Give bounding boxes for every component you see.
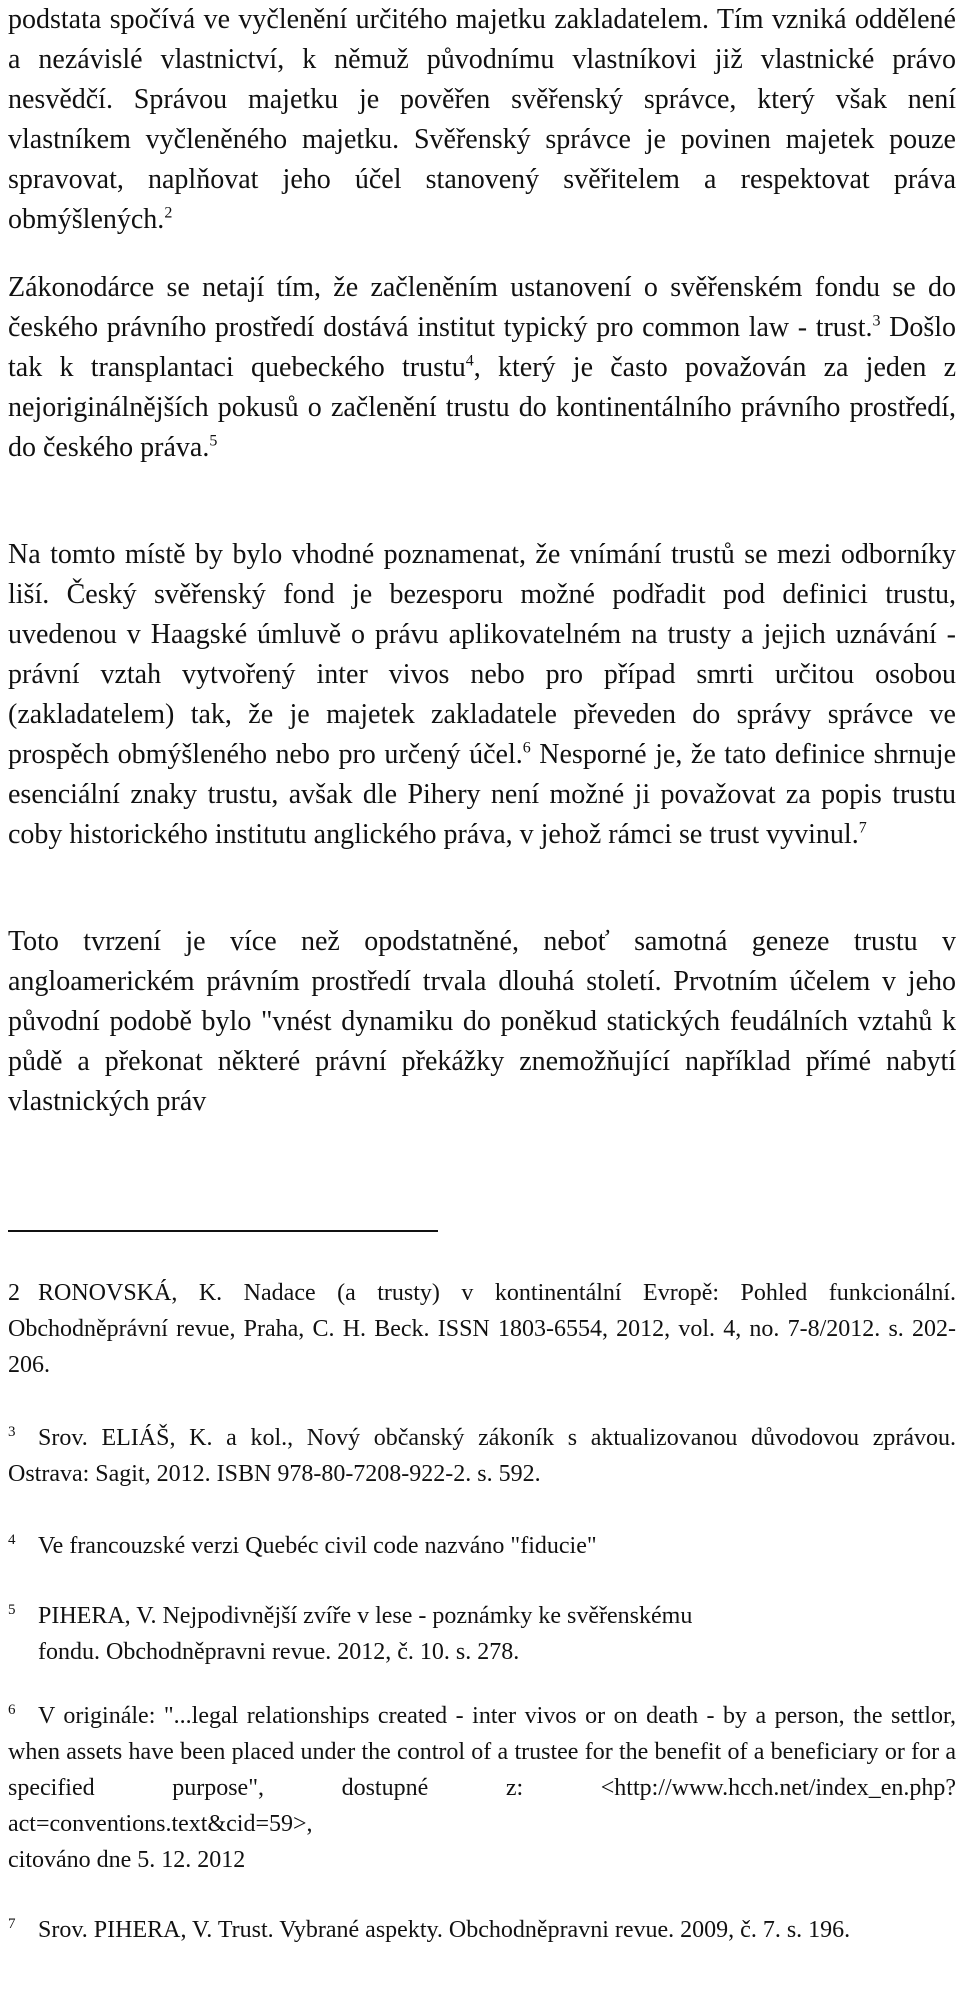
paragraph-2 — [8, 268, 956, 468]
paragraph-2-text-b: Došlo tak k transplantaci quebeckého trustu — [8, 312, 956, 383]
footnote-ref-6[interactable]: 6 — [522, 739, 531, 757]
footnote-separator — [8, 1230, 438, 1232]
footnote-text-continued: fondu. Obchodněpravni revue. 2012, č. 10. s. 278. — [38, 1639, 520, 1665]
footnote-5: $^5$ PIHERA, V. Nejpodivnější zvíře v lese - poznámky ke svěřenskému fondu. Obchodněpravni revue. 2012, č. 10. s. 278. — [8, 1598, 956, 1670]
footnote-text-continued: citováno dne 5. 12. 2012 — [8, 1847, 246, 1873]
paragraph-1-text: podstata spočívá ve vyčlenění určitého majetku zakladatelem. Tím vzniká oddělené a nezávislé vlastnictví, k němuž původnímu vlastníkovi již vlastnické právo nesvědčí. Správou majetku je pověřen svěřenský správce, který však není vlastníkem vyčleněného majetku. Svěřenský správce je povinen majetek pouze spravovat, naplňovat jeho účel stanovený svěřitelem a respektovat práva obmýšlených. — [8, 4, 956, 235]
footnote-ref-2[interactable]: 2 — [164, 204, 173, 222]
footnote-text: Srov. ELIÁŠ, K. a kol., Nový občanský zákoník s aktualizovanou důvodovou zprávou. Ostrava: Sagit, 2012. ISBN 978-80-7208-922-2. s. 592. — [8, 1425, 956, 1487]
paragraph-3-text-b: Nesporné je, že tato definice shrnuje esenciální znaky trustu, avšak dle Pihery není možné ji považovat za popis trustu coby historického institutu anglického práva, v jehož rámci se trust vyvinul. — [8, 739, 956, 850]
paragraph-2-text-c: , který je často považován za jeden z nejoriginálnějších pokusů o začlenění trustu do kontinentálního právního prostředí, do českého práva. — [8, 352, 956, 463]
footnote-2 — [8, 1275, 956, 1383]
footnote-text: Srov. PIHERA, V. Trust. Vybrané aspekty. Obchodněpravni revue. 2009, č. 7. s. 196. — [38, 1917, 851, 1943]
footnote-text: V originále: "...legal relationships created - inter vivos or on death - by a person, the settlor, when assets have been placed under the control of a trustee for the benefit of a beneficiary or for a specified purpose", dostupné z: <http://www.hcch.net/index_en.php?act=conventions.text&cid=59>, — [8, 1703, 956, 1837]
paragraph-4-text: Toto tvrzení je více než opodstatněné, neboť samotná geneze trustu v angloamerickém právním prostředí trvala dlouhá století. Prvotním účelem v jeho původní podobě bylo "vnést dynamiku do poněkud statických feudálních vztahů k půdě a překonat některé právní překážky znemožňující například přímé nabytí vlastnických práv — [8, 926, 956, 1117]
paragraph-3 — [8, 535, 956, 855]
footnote-ref-3[interactable]: 3 — [872, 312, 881, 330]
footnote-7: $^7$ Srov. PIHERA, V. Trust. Vybrané aspekty. Obchodněpravni revue. 2009, č. 7. s. 196. — [8, 1916, 851, 1943]
footnote-3: $^3$ Srov. ELIÁŠ, K. a kol., Nový občanský zákoník s aktualizovanou důvodovou zprávou. Ostrava: Sagit, 2012. ISBN 978-80-7208-922-2. s. 592. — [8, 1424, 956, 1487]
footnote-number: 2 — [8, 1280, 20, 1306]
footnote-6: $^6$ V originále: "...legal relationships created - inter vivos or on death - by a person, the settlor, when assets have been placed under the control of a trustee for the benefit of a beneficiary or for a specified purpose", dostupné z: <http://www.hcch.net/index_en.php?act=conventions.text&cid=59>, citováno dne 5. 12. 2012 — [8, 1702, 956, 1873]
paragraph-3-text-a: Na tomto místě by bylo vhodné poznamenat, že vnímání trustů se mezi odborníky liší. Český svěřenský fond je bezesporu možné podřadit pod definici trustu, uvedenou v Haagské úmluvě o právu aplikovatelném na trusty a jejich uznávání - právní vztah vytvořený inter vivos nebo pro případ smrti určitou osobou (zakladatelem) tak, že je majetek zakladatele převeden do správy správce ve prospěch obmýšleného nebo pro určený účel. — [8, 539, 956, 770]
footnote-text: Ve francouzské verzi Quebéc civil code nazváno "fiducie" — [38, 1533, 597, 1559]
paragraph-1 — [8, 0, 956, 240]
footnote-ref-7[interactable]: 7 — [858, 819, 867, 837]
footnote-ref-5[interactable]: 5 — [209, 432, 218, 450]
paragraph-4 — [8, 922, 956, 1122]
footnote-text: RONOVSKÁ, K. Nadace (a trusty) v kontinentální Evropě: Pohled funkcionální. Obchodněprávní revue, Praha, C. H. Beck. ISSN 1803-6554, 2012, vol. 4, no. 7-8/2012. s. 202-206. — [8, 1280, 956, 1378]
footnote-ref-4[interactable]: 4 — [465, 352, 474, 370]
paragraph-2-text-a: Zákonodárce se netají tím, že začleněním ustanovení o svěřenském fondu se do českého právního prostředí dostává institut typický pro common law - trust. — [8, 272, 956, 343]
footnote-4: $^4$ Ve francouzské verzi Quebéc civil code nazváno "fiducie" — [8, 1532, 597, 1559]
footnote-text: PIHERA, V. Nejpodivnější zvíře v lese - poznámky ke svěřenskému — [38, 1603, 693, 1629]
